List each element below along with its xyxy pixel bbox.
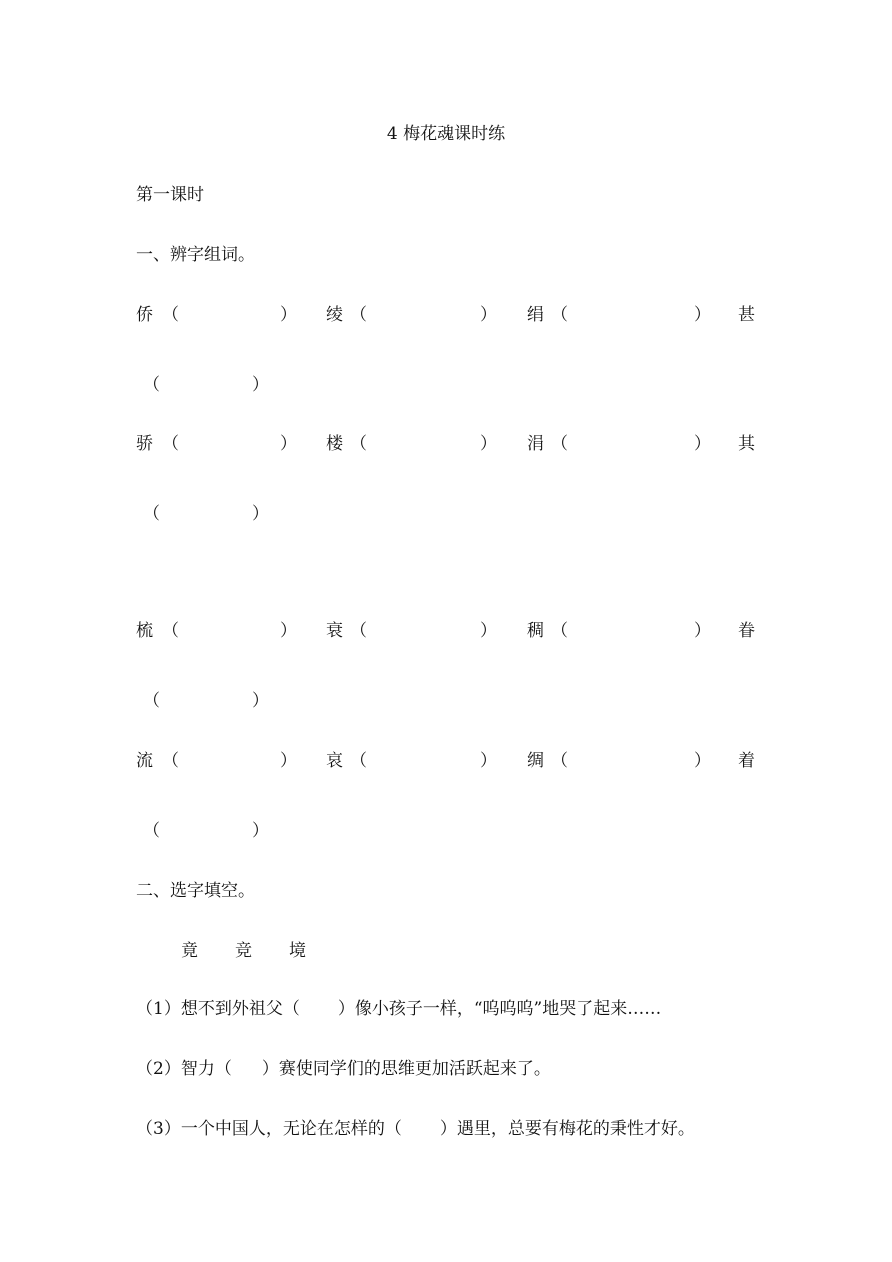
section-2-heading: 二、选字填空。	[136, 881, 255, 901]
close-paren: ）	[694, 305, 711, 325]
open-paren: （	[350, 305, 367, 325]
fill-item-3	[136, 1118, 695, 1140]
item-text-after: ）像小孩子一样，“呜呜呜”地哭了起来……	[337, 999, 662, 1019]
close-paren: ）	[280, 621, 297, 641]
close-paren: ）	[252, 504, 269, 524]
close-paren: ）	[252, 821, 269, 841]
close-paren: ）	[694, 751, 711, 771]
open-paren: （	[162, 751, 179, 771]
section-1-heading: 一、辨字组词。	[136, 245, 255, 265]
item-number: （1）	[136, 999, 181, 1019]
lesson-label: 第一课时	[136, 185, 204, 205]
close-paren: ）	[694, 434, 711, 454]
item-number: （2）	[136, 1059, 181, 1079]
fill-item-2	[136, 1058, 551, 1080]
close-paren: ）	[480, 751, 497, 771]
fill-item-1	[136, 998, 661, 1020]
char-1-1: 侨	[136, 305, 153, 325]
open-paren: （	[350, 751, 367, 771]
page-title: 4 梅花魂课时练	[386, 124, 506, 144]
char-3-4: 眷	[738, 621, 755, 641]
char-1-2: 绫	[326, 305, 343, 325]
open-paren: （	[551, 305, 568, 325]
char-3-2: 衰	[326, 621, 343, 641]
open-paren: （	[162, 621, 179, 641]
open-paren: （	[551, 751, 568, 771]
char-3-3: 稠	[527, 621, 544, 641]
open-paren: （	[551, 434, 568, 454]
close-paren: ）	[280, 305, 297, 325]
close-paren: ）	[480, 305, 497, 325]
item-text-before: 一个中国人，无论在怎样的（	[180, 1119, 402, 1139]
char-2-3: 涓	[527, 434, 544, 454]
close-paren: ）	[280, 434, 297, 454]
char-2-2: 楼	[326, 434, 343, 454]
close-paren: ）	[480, 621, 497, 641]
open-paren: （	[162, 434, 179, 454]
open-paren: （	[143, 504, 160, 524]
choice-char-2: 竞	[235, 941, 252, 961]
open-paren: （	[350, 621, 367, 641]
item-text-before: 智力（	[180, 1059, 232, 1079]
close-paren: ）	[252, 375, 269, 395]
open-paren: （	[143, 375, 160, 395]
open-paren: （	[551, 621, 568, 641]
char-3-1: 梳	[136, 621, 153, 641]
close-paren: ）	[252, 691, 269, 711]
close-paren: ）	[480, 434, 497, 454]
char-4-2: 哀	[326, 751, 343, 771]
char-4-4: 着	[738, 751, 755, 771]
char-2-1: 骄	[136, 434, 153, 454]
open-paren: （	[143, 691, 160, 711]
char-4-3: 绸	[527, 751, 544, 771]
close-paren: ）	[280, 751, 297, 771]
open-paren: （	[350, 434, 367, 454]
item-text-after: ）遇里，总要有梅花的秉性才好。	[439, 1119, 695, 1139]
char-1-3: 绢	[527, 305, 544, 325]
char-2-4: 其	[738, 434, 755, 454]
char-4-1: 流	[136, 751, 153, 771]
item-number: （3）	[136, 1119, 181, 1139]
open-paren: （	[143, 821, 160, 841]
item-text-after: ）赛使同学们的思维更加活跃起来了。	[261, 1059, 551, 1079]
choice-char-3: 境	[289, 941, 306, 961]
close-paren: ）	[694, 621, 711, 641]
open-paren: （	[162, 305, 179, 325]
item-text-before: 想不到外祖父（	[180, 999, 300, 1019]
char-1-4: 甚	[738, 305, 755, 325]
choice-char-1: 竟	[181, 941, 198, 961]
